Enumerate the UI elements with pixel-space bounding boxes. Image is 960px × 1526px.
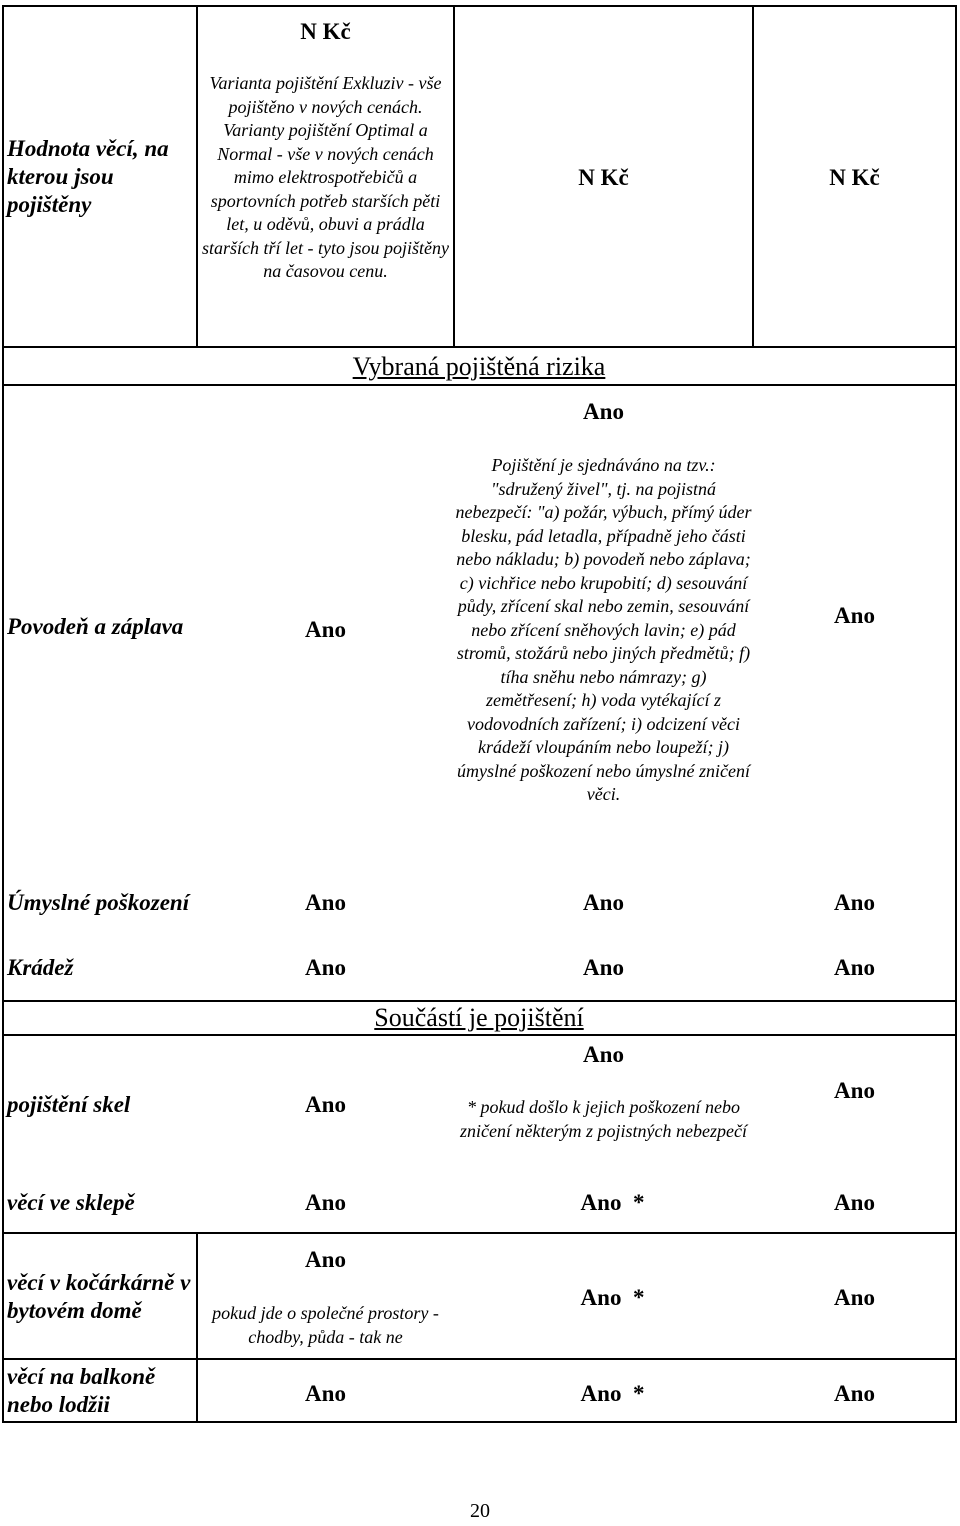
cell-value-text: Ano [583, 1042, 624, 1067]
vandalism-col2 [455, 885, 752, 921]
flood-col3 [754, 598, 955, 634]
row-label-balcony [4, 1362, 194, 1420]
cell-value-text: Ano * [580, 1285, 645, 1310]
cell-note-text: * pokud došlo k jejich poškození nebo zničení některým z pojistných nebezpečí [460, 1097, 747, 1141]
row-label-text: Úmyslné poškození [7, 890, 190, 915]
row-label-text: Hodnota věcí, na kterou jsou pojištěny [7, 135, 169, 217]
cell-value-text: Ano [834, 603, 875, 628]
row-label-pram [4, 1266, 194, 1328]
row-label-text: Krádež [7, 955, 74, 980]
row-label-theft [4, 950, 194, 986]
cell-value-text: Ano [305, 617, 346, 642]
cell-value-text: Ano [305, 1381, 346, 1406]
cellar-col1 [198, 1185, 453, 1221]
row-label-glass [4, 1087, 194, 1123]
vandalism-col3 [754, 885, 955, 921]
cellar-col3 [754, 1185, 955, 1221]
flood-col1 [198, 612, 453, 648]
row-divider [2, 1034, 957, 1036]
table-border-right [955, 5, 957, 1423]
balcony-col1 [198, 1376, 453, 1412]
cell-value-text: Ano [305, 1190, 346, 1215]
pram-col1-note [198, 1302, 453, 1350]
page-number: 20 [470, 1500, 490, 1522]
balcony-col3 [754, 1376, 955, 1412]
value-col3 [754, 160, 955, 196]
cell-value-text: N Kč [829, 165, 880, 190]
cell-value-text: Ano [834, 1190, 875, 1215]
glass-col1 [198, 1087, 453, 1123]
column-divider [196, 5, 198, 348]
cell-value-text: Ano [834, 1381, 875, 1406]
glass-col3 [754, 1073, 955, 1109]
cell-value-text: N Kč [578, 165, 629, 190]
cell-value-text: Ano [583, 890, 624, 915]
section-header-text: Vybraná pojištěná rizika [352, 352, 606, 381]
cell-value-text: Ano * [580, 1190, 645, 1215]
row-divider [2, 384, 957, 386]
cell-value-text: Ano [834, 955, 875, 980]
cell-value-text: Ano [834, 1078, 875, 1103]
cell-note-text: pokud jde o společné prostory - chodby, půda - tak ne [212, 1303, 439, 1347]
row-divider [2, 1232, 957, 1234]
value-col1-top [198, 14, 453, 50]
value-col1-note [200, 72, 451, 334]
cell-value-text: N Kč [300, 19, 351, 44]
glass-col2-note [455, 1096, 752, 1170]
row-label-vandalism [4, 874, 194, 932]
cell-value-text: Ano [834, 890, 875, 915]
value-col2 [455, 160, 752, 196]
pram-col2 [455, 1280, 770, 1316]
table-border-bottom [2, 1421, 957, 1423]
row-label-text: věcí ve sklepě [7, 1190, 135, 1215]
row-label-flood [4, 597, 194, 657]
cell-value-text: Ano [305, 1247, 346, 1272]
row-label-text: pojištění skel [7, 1092, 131, 1117]
row-label-text: Povodeň a záplava [7, 614, 184, 639]
cell-value-text: Ano [305, 955, 346, 980]
section-header-included [4, 1002, 954, 1034]
cellar-col2 [455, 1185, 770, 1221]
cell-value-text: Ano * [580, 1381, 645, 1406]
row-label-cellar [4, 1185, 194, 1221]
pram-col3 [754, 1280, 955, 1316]
cell-note-text: Varianta pojištění Exkluziv - vše pojištěno v nových cenách. Varianty pojištění Optimal a Normal - vše v nových cenách mimo elektrospotřebičů a sportovních potřeb starších pěti let, u oděvů, obuvi a prádla starších tří let - tyto jsou pojištěny na časovou cenu. [202, 73, 449, 281]
flood-col2-top [455, 394, 752, 430]
balcony-col2 [455, 1376, 770, 1412]
glass-col2-top [455, 1037, 752, 1073]
cell-value-text: Ano [305, 890, 346, 915]
row-label-value [4, 7, 194, 346]
section-header-risks [4, 350, 954, 384]
cell-note-text: Pojištění je sjednáváno na tzv.: "sdružený živel", tj. na pojistná nebezpečí: "a) požár, výbuch, přímý úder blesku, pád letadla, případně jeho části nebo nákladu; b) povodeň nebo záplava; c) vichřice nebo krupobití; d) sesouvání půdy, zřícení skal nebo zemin, sesouvání nebo zřícení sněhových lavin; e) pád stromů, stožárů nebo jiných předmětů; f) tíha sněhu nebo námrazy; g) zemětřesení; h) voda vytékající z vodovodních zařízení; i) odcizení věci krádeží vloupáním nebo loupeží; j) úmyslné poškození nebo úmyslné zničení věci. [455, 455, 752, 804]
row-label-text: věcí v kočárkárně v bytovém domě [7, 1270, 191, 1323]
flood-col2-note [455, 454, 752, 864]
theft-col3 [754, 950, 955, 986]
cell-value-text: Ano [305, 1092, 346, 1117]
vandalism-col1 [198, 885, 453, 921]
theft-col2 [455, 950, 752, 986]
row-label-text: věcí na balkoně nebo lodžii [7, 1364, 156, 1417]
theft-col1 [198, 950, 453, 986]
cell-value-text: Ano [583, 399, 624, 424]
cell-value-text: Ano [834, 1285, 875, 1310]
section-header-text: Součástí je pojištění [374, 1003, 584, 1032]
pram-col1-top [198, 1242, 453, 1278]
row-divider [2, 346, 957, 348]
cell-value-text: Ano [583, 955, 624, 980]
row-divider [2, 1358, 957, 1360]
